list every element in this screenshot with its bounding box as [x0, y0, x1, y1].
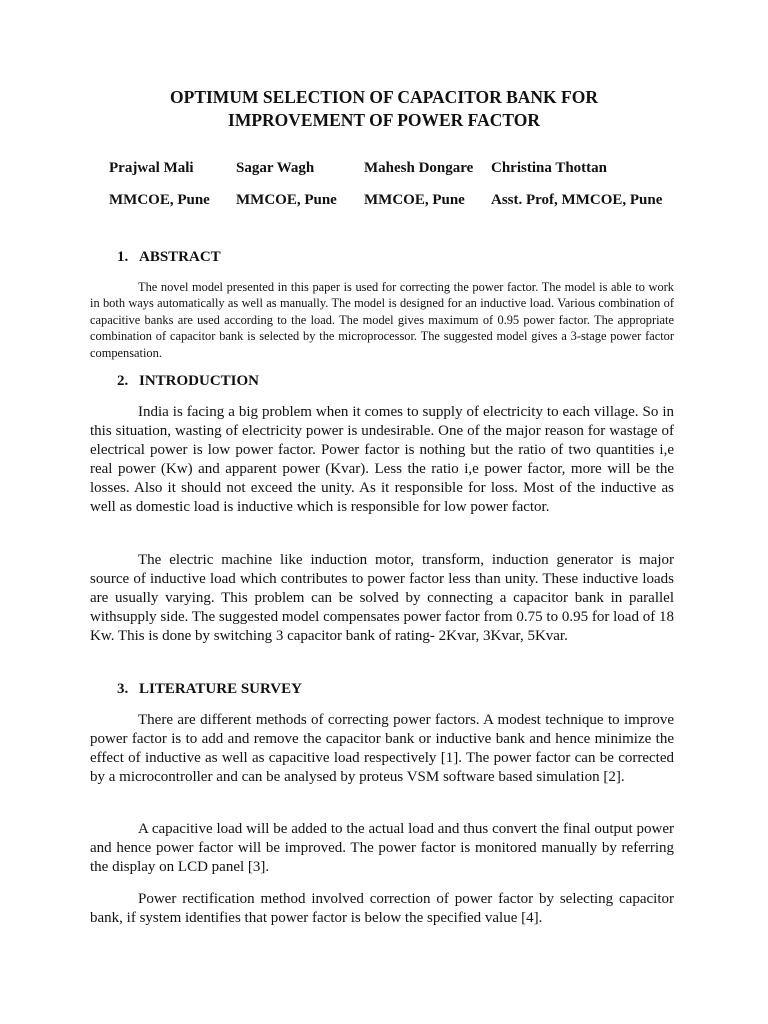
section-title: LITERATURE SURVEY — [139, 681, 302, 697]
section-title: INTRODUCTION — [139, 373, 260, 389]
literature-paragraph: Power rectification method involved correction of power factor by selecting capacitor bank, if system identifies that power factor is below the specified value [4]. — [90, 891, 674, 926]
literature-paragraph: There are different methods of correcting power factors. A modest technique to improve power factor is to add and remove the capacitor bank or inductive bank and hence minimize the effect of inductive as well as capacitive load respectively [1]. The power factor can be corrected by a microcontroller and can be analysed by proteus VSM software based simulation [2]. — [90, 712, 674, 785]
section-number: 2. — [117, 373, 129, 389]
title-line-2: IMPROVEMENT OF POWER FACTOR — [228, 109, 540, 130]
introduction-paragraph: India is facing a big problem when it comes to supply of electricity to each village. So in this situation, wasting of electricity power is undesirable. One of the major reason for wastage of electrical power is low power factor. Power factor is nothing but the ratio of two quantities i,e real power (Kw) and apparent power (Kvar). Less the ratio i,e power factor, more will be the losses. Also it should not exceed the unity. As it responsible for loss. Most of the inductive as well as domestic load is inductive which is responsible for low power factor. — [90, 404, 674, 515]
author-name: Christina Thottan — [491, 160, 608, 176]
author-name: Prajwal Mali — [109, 160, 194, 176]
section-heading-abstract — [117, 249, 221, 266]
author-affiliation: MMCOE, Pune — [236, 192, 337, 208]
section-number: 1. — [117, 249, 129, 265]
author-name: Mahesh Dongare — [364, 160, 474, 176]
author-affiliation: Asst. Prof, MMCOE, Pune — [491, 192, 663, 208]
section-title: ABSTRACT — [139, 249, 221, 265]
section-heading-introduction — [117, 373, 259, 390]
abstract-paragraph: The novel model presented in this paper is used for correcting the power factor. The model is able to work in both ways automatically as well as manually. The model is designed for an inductive load. Various combination of capacitive banks are used according to the load. The model gives maximum of 0.95 power factor. The appropriate combination of capacitor bank is selected by the microprocessor. The suggested model gives a 3-stage power factor compensation. — [90, 280, 674, 360]
author-affiliation: MMCOE, Pune — [109, 192, 210, 208]
section-heading-literature-survey — [117, 681, 302, 698]
title-line-1: OPTIMUM SELECTION OF CAPACITOR BANK FOR — [170, 87, 598, 107]
author-affiliation: MMCOE, Pune — [364, 192, 465, 208]
introduction-paragraph: The electric machine like induction motor, transform, induction generator is major source of inductive load which contributes to power factor less than unity. These inductive loads are usually varying. This problem can be solved by connecting a capacitor bank in parallel withsupply side. The suggested model compensates power factor from 0.75 to 0.95 for load of 18 Kw. This is done by switching 3 capacitor bank of rating- 2Kvar, 3Kvar, 5Kvar. — [90, 552, 674, 644]
author-name: Sagar Wagh — [236, 160, 315, 176]
section-number: 3. — [117, 681, 129, 697]
literature-paragraph: A capacitive load will be added to the actual load and thus convert the final output power and hence power factor will be improved. The power factor is monitored manually by referring the display on LCD panel [3]. — [90, 821, 674, 875]
paper-title — [0, 86, 768, 131]
